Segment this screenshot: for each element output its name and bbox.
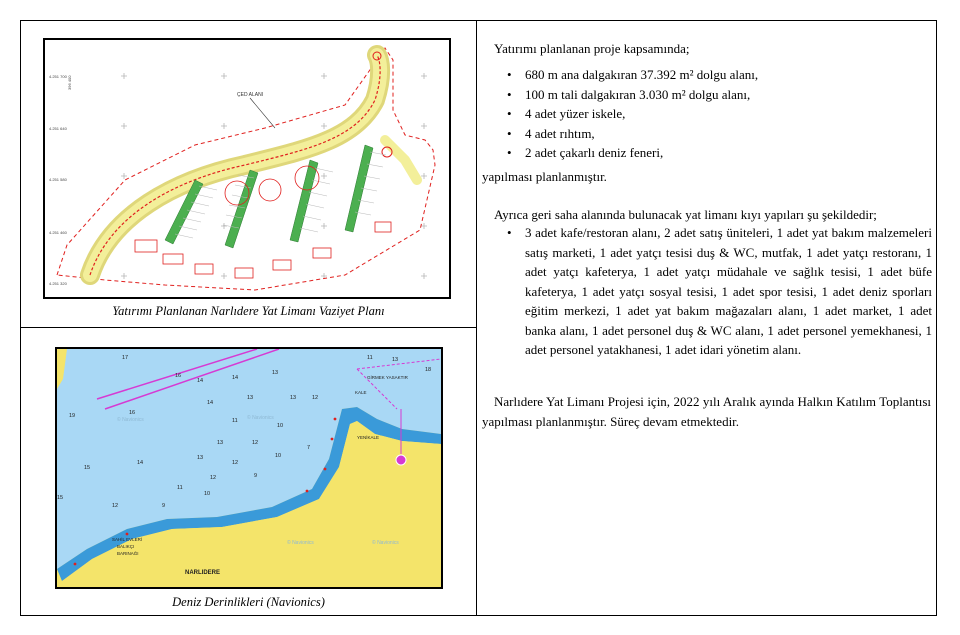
list-item: • 100 m tali dalgakıran 3.030 m² dolgu alanı, xyxy=(507,85,758,105)
secondary-breakwater xyxy=(385,140,417,180)
list-item: • 4 adet yüzer iskele, xyxy=(507,104,758,124)
depth-label: 14 xyxy=(197,378,204,384)
list-item: • 2 adet çakarlı deniz feneri, xyxy=(507,143,758,163)
depth-label: 13 xyxy=(197,455,204,461)
place-sahil: SAHİL EVLERİ xyxy=(112,537,143,542)
facilities-intro: Ayrıca geri saha alanında bulunacak yat limanı kıyı yapıları şu şekildedir; xyxy=(494,207,877,222)
depth-label: 13 xyxy=(247,395,254,401)
place-yenikale: YENİKALE xyxy=(357,435,380,440)
ced-label: ÇED ALANI xyxy=(237,92,264,98)
watermark: © Navionics xyxy=(372,540,399,546)
bullet-icon: • xyxy=(507,225,512,240)
depth-label: 15 xyxy=(57,495,64,501)
depth-label: 12 xyxy=(112,503,119,509)
depth-label: 13 xyxy=(272,370,279,376)
depth-label: 9 xyxy=(254,473,258,479)
planned-sentence: yapılması planlanmıştır. xyxy=(482,169,607,184)
list-item: • 4 adet rıhtım, xyxy=(507,124,758,144)
y-tick-4: 4.251 460 xyxy=(49,230,67,235)
watermark: © Navionics xyxy=(117,417,144,423)
list-item: • 680 m ana dalgakıran 37.392 m² dolgu alanı, xyxy=(507,65,758,85)
depth-caption: Deniz Derinlikleri (Navionics) xyxy=(172,595,325,609)
depth-label: 13 xyxy=(217,440,224,446)
site-plan-drawing xyxy=(45,40,449,297)
depth-label: 10 xyxy=(277,423,284,429)
y-tick-3: 4.251 580 xyxy=(49,177,67,182)
content-table xyxy=(20,20,937,616)
nautical-chart xyxy=(57,349,441,587)
depth-label: 13 xyxy=(392,357,399,363)
depth-label: 14 xyxy=(232,375,239,381)
watermark: © Navionics xyxy=(247,415,274,421)
location-pin-icon[interactable] xyxy=(396,455,406,465)
intro-paragraph: Yatırımı planlanan proje kapsamında; xyxy=(494,41,690,56)
depth-label: 7 xyxy=(307,445,311,451)
depth-label: 12 xyxy=(312,395,319,401)
site-plan-map xyxy=(43,38,451,299)
place-girmek: GİRMEK YASAKTIR xyxy=(367,375,408,380)
closing-paragraph: Narlıdere Yat Limanı Projesi için, 2022 yılı Aralık ayında Halkın Katılım Toplantısı yapılması planlanmıştır. Süreç devam etmektedir. xyxy=(482,394,931,429)
depth-label: 12 xyxy=(232,460,239,466)
y-tick-5: 4.251 320 xyxy=(49,281,67,286)
depth-label: 17 xyxy=(122,355,129,361)
place-narlidere: NARLIDERE xyxy=(185,570,221,576)
depth-label: 11 xyxy=(367,355,373,361)
watermark: © Navionics xyxy=(287,540,314,546)
facilities-text: 3 adet kafe/restoran alanı, 2 adet satış üniteleri, 1 adet yat bakım malzemeleri satış marketi, 1 adet yatçı tesisi duş & WC, mutfak, 1 adet yatçı restoranı, 1 adet yatçı kafeterya, 1 adet yatçı müdahale ve sağlık tesisi, 1 adet büfe kafeterya, 1 adet yatçı sosyal tesisi, 1 adet spor tesisi, 1 adet deniz sporları eğitim merkezi, 1 adet yat bakım mağazaları alanı, 1 adet market, 1 adet banka alanı, 1 adet personel duş & WC alanı, 1 adet personel yemekhanesi, 1 adet personel yatakhanesi, 1 adet idari yönetim alanı. xyxy=(525,225,932,357)
place-kale: KALE xyxy=(355,390,367,395)
project-items-list xyxy=(507,65,758,163)
plan-caption: Yatırımı Planlanan Narlıdere Yat Limanı Vaziyet Planı xyxy=(112,304,385,318)
depth-label: 12 xyxy=(210,475,217,481)
row-divider xyxy=(21,327,476,328)
place-barinak: BARINAĞI xyxy=(117,551,139,556)
side-label: 396 400 xyxy=(67,75,72,90)
depth-label: 16 xyxy=(175,373,182,379)
depth-label: 13 xyxy=(290,395,297,401)
depth-map xyxy=(55,347,443,589)
depth-label: 9 xyxy=(162,503,166,509)
depth-label: 12 xyxy=(252,440,259,446)
depth-label: 19 xyxy=(69,413,76,419)
depth-label: 10 xyxy=(275,453,282,459)
depth-label: 11 xyxy=(177,485,183,491)
depth-label: 11 xyxy=(232,418,238,424)
y-tick-2: 4.251 640 xyxy=(49,126,67,131)
depth-label: 10 xyxy=(204,491,211,497)
place-balikci: BALIKÇI xyxy=(117,544,135,549)
depth-label: 14 xyxy=(137,460,144,466)
depth-label: 16 xyxy=(129,410,136,416)
depth-label: 14 xyxy=(207,400,214,406)
ced-leader-line xyxy=(250,98,275,128)
depth-label: 18 xyxy=(425,367,432,373)
column-divider xyxy=(476,21,477,615)
y-tick-1: 4.251 700 xyxy=(49,74,67,79)
depth-label: 15 xyxy=(84,465,91,471)
facilities-item xyxy=(507,223,932,360)
